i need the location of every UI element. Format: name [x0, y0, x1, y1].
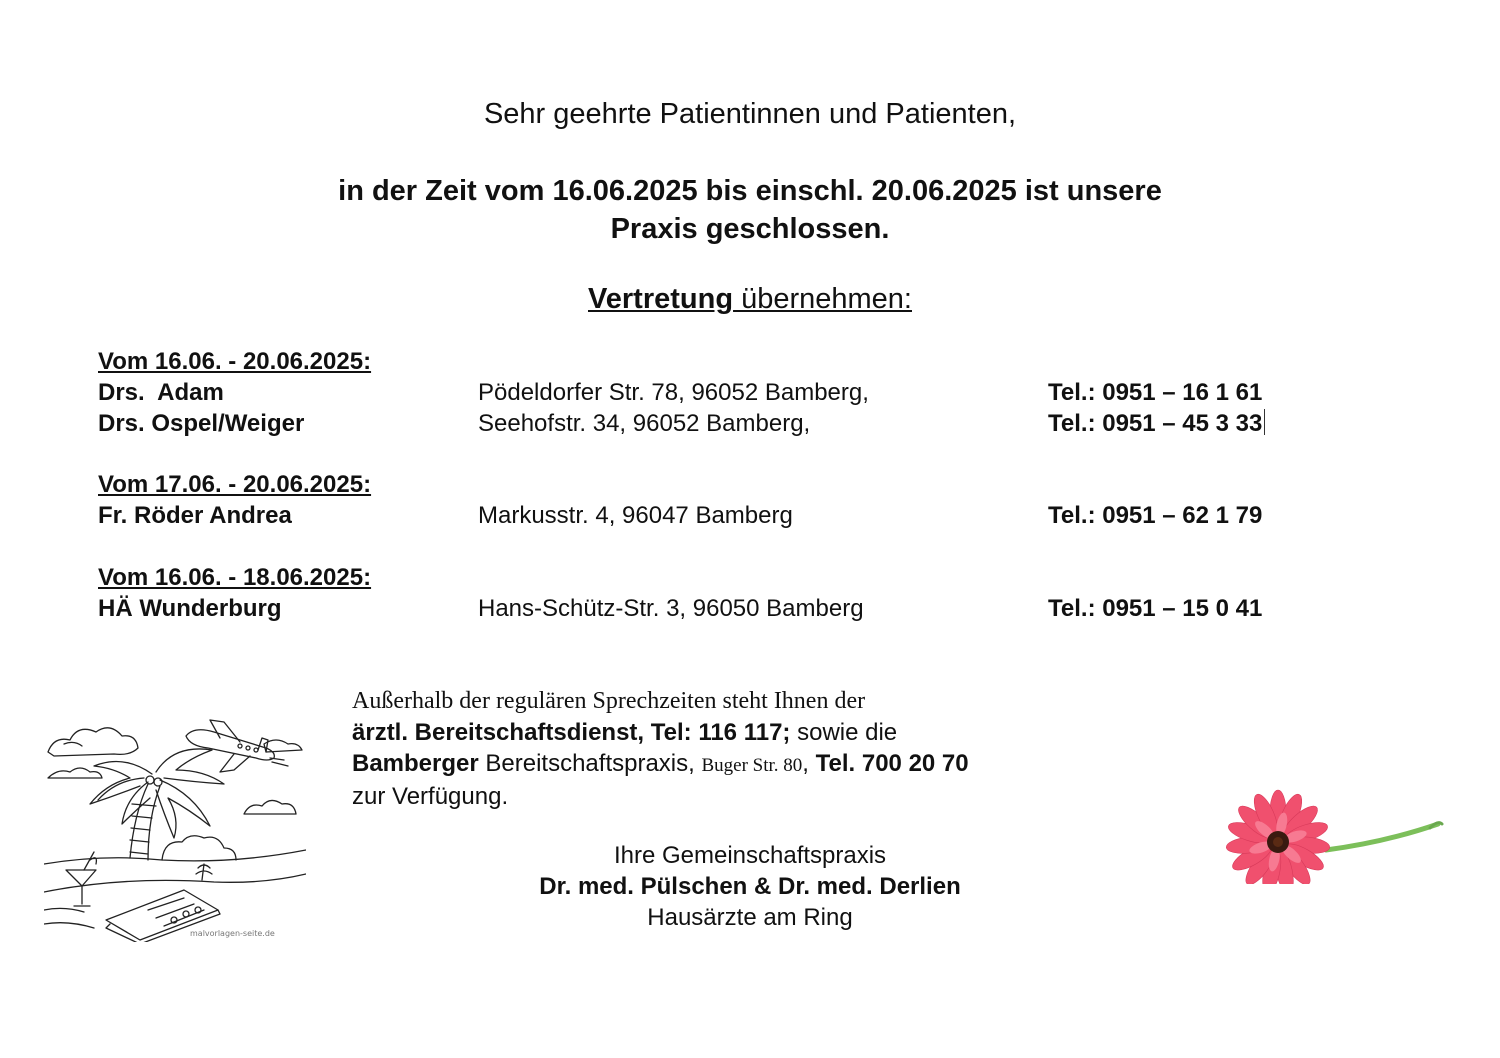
- emergency-line-4: zur Verfügung.: [352, 783, 509, 810]
- closure-line-2: Praxis geschlossen.: [610, 213, 890, 245]
- substitute-phone: [1048, 408, 1265, 439]
- substitute-phone: Tel.: 0951 – 15 0 41: [1048, 595, 1263, 622]
- substitute-name: Drs. Ospel/Weiger: [98, 410, 305, 437]
- closure-notice: [0, 172, 1500, 248]
- substitute-address: Pödeldorfer Str. 78, 96052 Bamberg,: [478, 379, 869, 406]
- signoff-line-3: Hausärzte am Ring: [647, 904, 853, 931]
- substitute-block-3: [98, 562, 1358, 624]
- text-cursor: [1264, 409, 1265, 435]
- emergency-line-2-rest: sowie die: [790, 719, 898, 746]
- substitute-block-1: [98, 346, 1358, 439]
- substitute-phone: Tel.: 0951 – 16 1 61: [1048, 379, 1263, 406]
- period-label: Vom 16.06. - 18.06.2025:: [98, 564, 372, 591]
- substitute-phone-text: Tel.: 0951 – 45 3 33: [1048, 410, 1263, 437]
- bamberger-label: Bamberger: [352, 750, 479, 777]
- substitute-row: [98, 593, 1358, 624]
- bereitschaftspraxis-label: Bereitschaftspraxis,: [478, 750, 702, 777]
- flower-icon: [1216, 784, 1446, 884]
- substitute-name: Fr. Röder Andrea: [98, 502, 292, 529]
- vertretung-bold: Vertretung: [588, 283, 734, 315]
- emergency-service: ärztl. Bereitschaftsdienst, Tel: 116 117;: [352, 719, 791, 746]
- emergency-line-3: [352, 748, 1072, 781]
- substitute-row: [98, 377, 1358, 408]
- substitute-row: [98, 408, 1358, 439]
- comma: ,: [802, 750, 816, 777]
- greeting: Sehr geehrte Patientinnen und Patienten,: [483, 98, 1017, 130]
- emergency-line-1: Außerhalb der regulären Sprechzeiten steht Ihnen der: [352, 688, 866, 714]
- emergency-info: [352, 686, 1072, 812]
- substitute-block-2: [98, 469, 1358, 531]
- emergency-line-2: [352, 717, 1072, 748]
- praxis-phone: Tel. 700 20 70: [815, 750, 969, 777]
- substitute-address: Markusstr. 4, 96047 Bamberg: [478, 502, 793, 529]
- signoff-line-1: Ihre Gemeinschaftspraxis: [613, 842, 887, 869]
- period-label: Vom 17.06. - 20.06.2025:: [98, 471, 372, 498]
- illustration-watermark: malvorlagen-seite.de: [190, 929, 275, 938]
- substitute-address: Seehofstr. 34, 96052 Bamberg,: [478, 410, 811, 437]
- vertretung-heading: [0, 283, 1500, 316]
- substitute-name: HÄ Wunderburg: [98, 595, 282, 622]
- vertretung-rest: übernehmen:: [733, 283, 912, 315]
- gerbera-flower: [1216, 784, 1446, 884]
- praxis-address: Buger Str. 80: [701, 755, 803, 776]
- period-label: Vom 16.06. - 20.06.2025:: [98, 348, 372, 375]
- substitute-phone: Tel.: 0951 – 62 1 79: [1048, 502, 1263, 529]
- substitute-address: Hans-Schütz-Str. 3, 96050 Bamberg: [478, 595, 864, 622]
- substitute-row: [98, 500, 1358, 531]
- signoff-doctors: Dr. med. Pülschen & Dr. med. Derlien: [539, 873, 961, 900]
- closure-line-1: in der Zeit vom 16.06.2025 bis einschl. 20.06.2025 ist unsere: [338, 175, 1162, 207]
- substitute-name: Drs. Adam: [98, 379, 224, 406]
